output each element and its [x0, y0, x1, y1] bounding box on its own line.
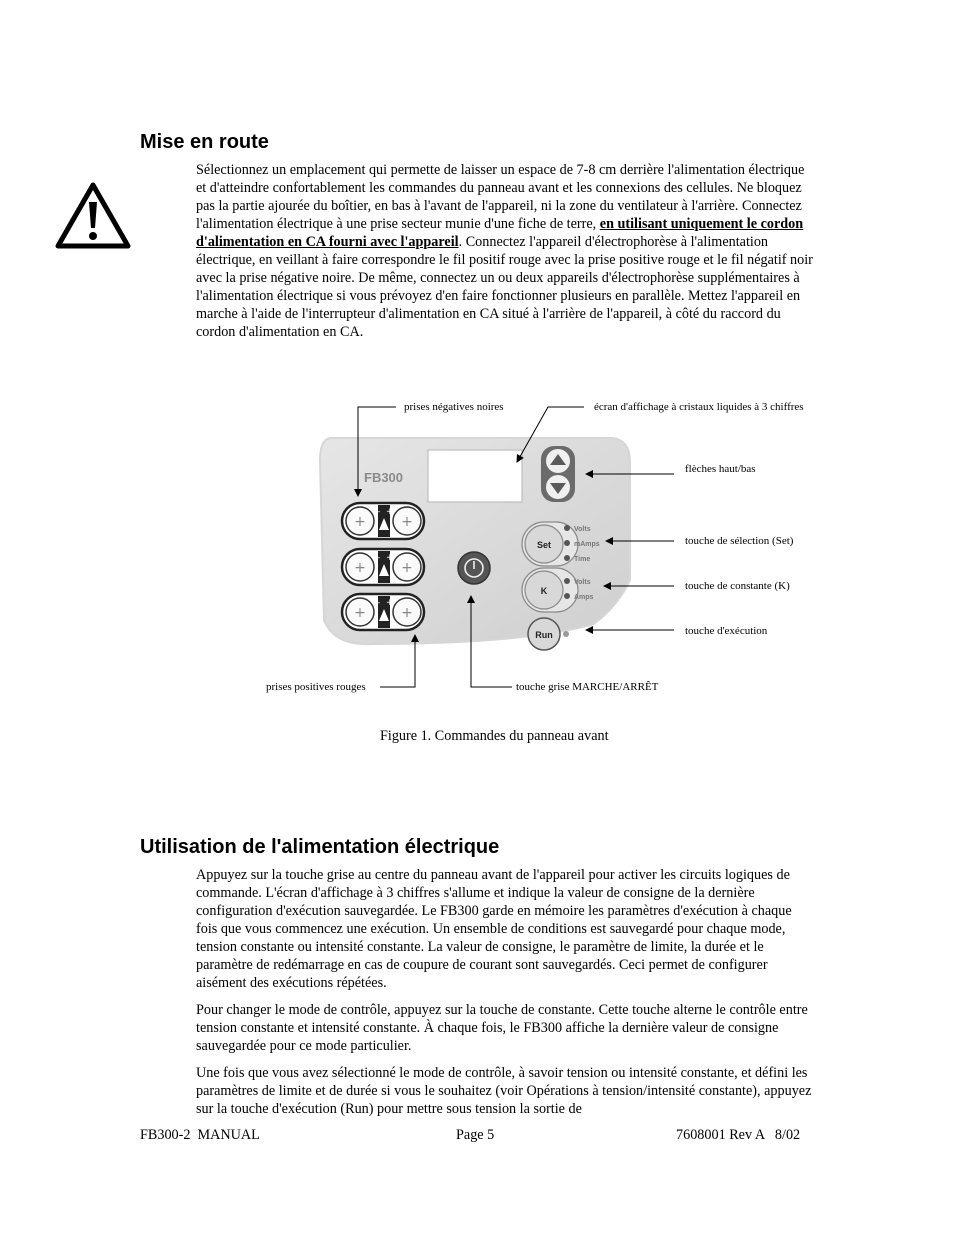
- svg-text:+: +: [386, 598, 394, 608]
- front-panel-figure: [312, 430, 638, 666]
- svg-text:mAmps: mAmps: [574, 541, 600, 548]
- svg-text:Set: Set: [536, 540, 552, 550]
- svg-text:+: +: [401, 514, 413, 530]
- section-heading-utilisation: Utilisation de l'alimentation électrique: [140, 836, 500, 858]
- jack-pair-1[interactable]: [342, 503, 424, 539]
- up-down-arrow-buttons[interactable]: [541, 446, 575, 502]
- callout-lcd: écran d'affichage à cristaux liquides à 3 chiffres: [594, 401, 804, 413]
- svg-text:Time: Time: [574, 556, 591, 563]
- svg-text:Amps: Amps: [574, 594, 594, 601]
- section-heading-mise-en-route: Mise en route: [140, 131, 269, 153]
- svg-text:K: K: [540, 586, 548, 596]
- callout-set-key: touche de sélection (Set): [685, 535, 794, 547]
- footer-page-number: Page 5: [456, 1127, 495, 1143]
- callout-k-key: touche de constante (K): [685, 580, 790, 592]
- warning-triangle-icon: [54, 180, 132, 250]
- callout-run-key: touche d'exécution: [685, 625, 768, 637]
- footer-revision: 7608001 Rev A 8/02: [676, 1127, 801, 1143]
- svg-text:Volts: Volts: [574, 526, 591, 533]
- svg-text:Volts: Volts: [574, 579, 591, 586]
- jack-pair-2[interactable]: [342, 549, 424, 585]
- svg-text:+: +: [354, 605, 366, 621]
- utilisation-paragraph-3: Une fois que vous avez sélectionné le mode de contrôle, à savoir tension ou intensité constante, et défini les paramètres de limite et de durée si vous le souhaitez (voir Opérations à tension/intensité constante), appuyez sur la touche d'exécution (Run) pour mettre sous tension la sortie de: [196, 1065, 812, 1117]
- figure-caption: Figure 1. Commandes du panneau avant: [380, 728, 609, 744]
- callout-arrows: flèches haut/bas: [685, 463, 756, 475]
- set-key[interactable]: [522, 522, 600, 566]
- svg-text:+: +: [401, 605, 413, 621]
- power-cord-emphasis: en utilisant uniquement le cordon d'alimentation en CA fourni avec l'appareil: [196, 216, 804, 250]
- panel-model-label: FB300: [364, 470, 404, 485]
- svg-text:+: +: [386, 507, 394, 517]
- svg-text:+: +: [386, 553, 394, 563]
- callout-negative-jacks: prises négatives noires: [404, 401, 504, 413]
- mise-en-route-paragraph: Sélectionnez un emplacement qui permette de laisser un espace de 7-8 cm derrière l'alimentation électrique et d'atteindre confortablement les commandes du panneau avant et les connexions des cellules. Ne bloquez pas la partie ajourée du boîtier, en bas à l'avant de l'appareil, ni la zone du ventilateur à l'arrière. Connectez l'alimentation électrique à une prise secteur munie d'une fiche de terre, en utilisant uniquement le cordon d'alimentation en CA fourni avec l'appareil. Connectez l'appareil d'électrophorèse à l'alimentation électrique, en veillant à faire correspondre le fil positif rouge avec la prise positive rouge et le fil négatif noir avec la prise négative noire. De même, connectez un ou deux appareils d'électrophorèse supplémentaires à l'alimentation électrique si vous prévoyez d'en faire fonctionner plusieurs en parallèle. Mettez l'appareil en marche à l'aide de l'interrupteur d'alimentation en CA situé à l'arrière de l'appareil, à côté du raccord du cordon d'alimentation en CA.: [196, 162, 813, 340]
- svg-text:+: +: [401, 560, 413, 576]
- svg-text:Run: Run: [535, 630, 553, 640]
- jack-pair-3[interactable]: [342, 594, 424, 630]
- utilisation-paragraph-1: Appuyez sur la touche grise au centre du panneau avant de l'appareil pour activer les circuits logiques de commande. L'écran d'affichage à 3 chiffres s'allume et indique la valeur de consigne de la dernière configuration d'exécution sauvegardée. Le FB300 garde en mémoire les paramètres d'exécution à chaque fois que vous commencez une exécution. Un ensemble de conditions est sauvegardé pour chaque mode, tension constante ou intensité constante. La valeur de consigne, le paramètre de limite, la durée et le paramètre de redémarrage en cas de coupure de courant sont sauvegardés. Ceci permet de configurer aisément des exécutions répétées.: [196, 867, 792, 991]
- svg-text:–: –: [376, 507, 381, 517]
- svg-text:–: –: [376, 553, 381, 563]
- svg-text:–: –: [376, 598, 381, 608]
- callout-positive-jacks: prises positives rouges: [266, 681, 366, 693]
- callout-power-key: touche grise MARCHE/ARRÊT: [516, 681, 659, 693]
- power-button[interactable]: [458, 552, 490, 584]
- utilisation-paragraph-2: Pour changer le mode de contrôle, appuyez sur la touche de constante. Cette touche alterne le contrôle entre tension constante et intensité constante. À chaque fois, le FB300 affiche la dernière valeur de consigne sauvegardée pour ce mode particulier.: [196, 1002, 808, 1054]
- svg-text:+: +: [354, 560, 366, 576]
- lcd-display: [428, 450, 522, 502]
- footer-manual: FB300-2 MANUAL: [140, 1127, 260, 1143]
- svg-text:+: +: [354, 514, 366, 530]
